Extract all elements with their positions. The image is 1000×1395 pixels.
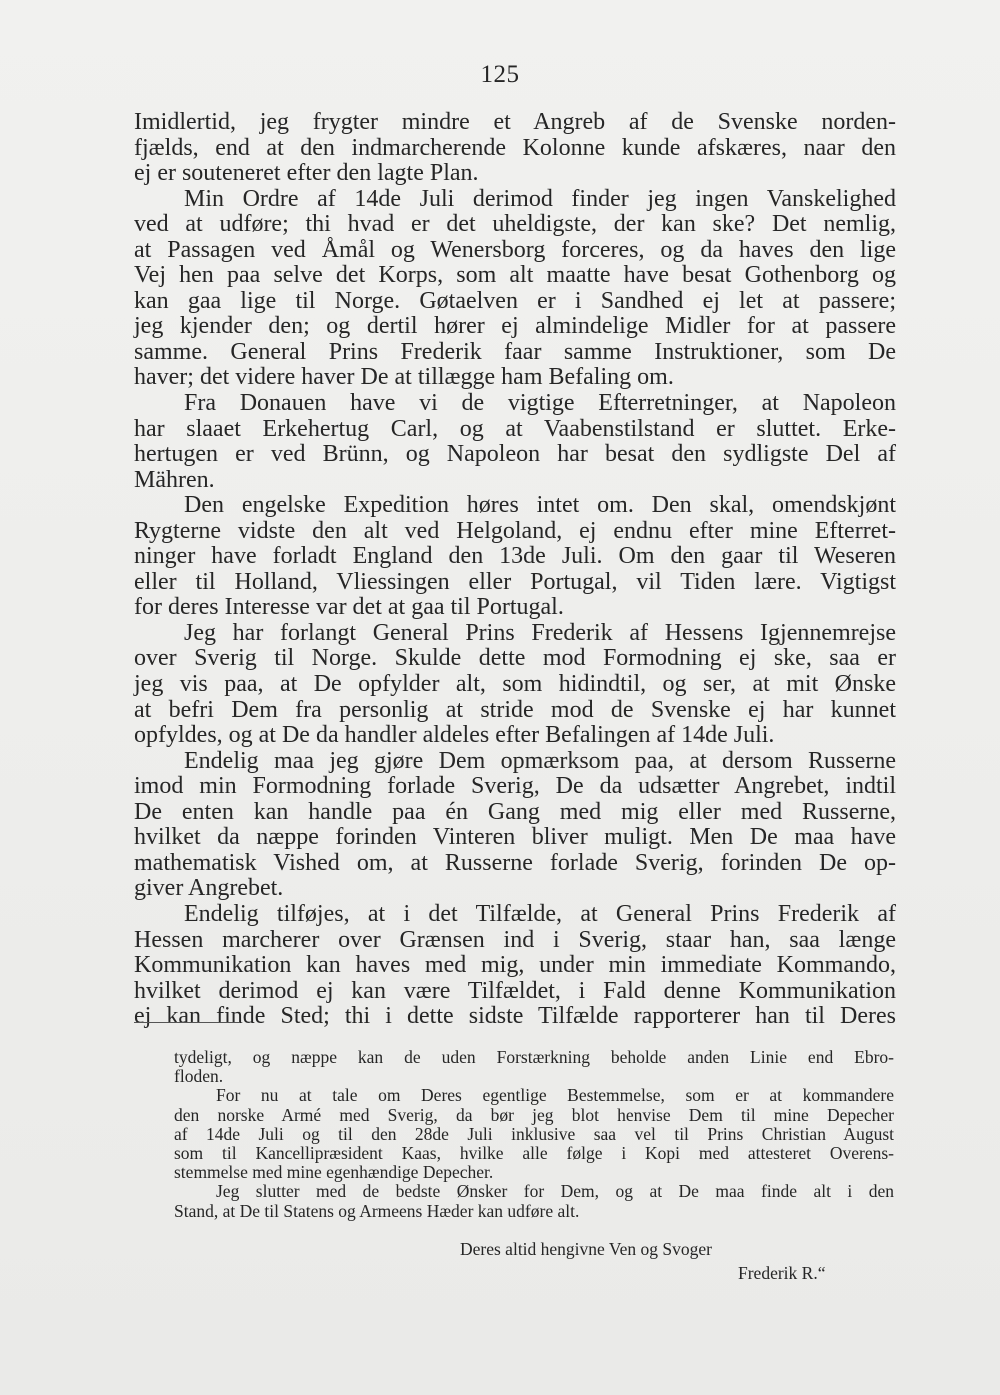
text-line: kan gaa lige til Norge. Gøtaelven er i Sandhed ej let at passere; xyxy=(134,287,896,314)
text-line: over Sverig til Norge. Skulde dette mod Formodning ej ske, saa er xyxy=(134,645,896,672)
text-line: jeg kjender den; og dertil hører ej almindelige Midler for at passere xyxy=(134,313,896,340)
text-line: Hessen marcherer over Grænsen ind i Sverig, staar han, saa længe xyxy=(134,926,896,953)
text-line: ved at udføre; thi hvad er det uheldigste, der kan ske? Det nemlig, xyxy=(134,211,896,238)
footnote-line: stemmelse med mine egenhændige Depecher. xyxy=(174,1162,494,1183)
text-line: for deres Interesse var det at gaa til Portugal. xyxy=(134,594,564,621)
text-line: at Passagen ved Åmål og Wenersborg forceres, og da haves den lige xyxy=(134,236,896,263)
text-line: De enten kan handle paa én Gang med mig eller med Russerne, xyxy=(134,798,896,825)
footnote-block xyxy=(174,1048,894,1221)
footnote-line: For nu at tale om Deres egentlige Bestemmelse, som er at kommandere xyxy=(216,1085,894,1106)
text-line: at befri Dem fra personlig at stride mod de Svenske ej har kunnet xyxy=(134,696,896,723)
page-number: 125 xyxy=(480,61,520,88)
text-line: hvilket da næppe forinden Vinteren bliver muligt. Men De maa have xyxy=(134,824,896,851)
text-line: Min Ordre af 14de Juli derimod finder jeg ingen Vanskelighed xyxy=(184,185,896,212)
footnote-divider xyxy=(134,1022,240,1023)
text-line: imod min Formodning forlade Sverig, De da udsætter Angrebet, indtil xyxy=(134,773,896,800)
text-line: ej kan finde Sted; thi i dette sidste Tilfælde rapporterer han til Deres xyxy=(134,1003,896,1030)
text-line: Kommunikation kan haves med mig, under min immediate Kommando, xyxy=(134,952,896,979)
text-line: fjælds, end at den indmarcherende Kolonne kunde afskæres, naar den xyxy=(134,134,896,161)
footnote-line: som til Kancellipræsident Kaas, hvilke alle følge i Kopi med attesteret Overens- xyxy=(174,1142,894,1163)
closing-salutation: Deres altid hengivne Ven og Svoger xyxy=(460,1239,712,1259)
text-line: Vej hen paa selve det Korps, som alt maatte have besat Gothenborg og xyxy=(134,262,896,289)
main-text-block xyxy=(134,110,896,1030)
text-line: Den engelske Expedition høres intet om. Den skal, omendskjønt xyxy=(184,492,896,519)
text-line: har slaaet Erkehertug Carl, og at Vaabenstilstand er sluttet. Erke- xyxy=(134,415,896,442)
text-line: ninger have forladt England den 13de Juli. Om den gaar til Weseren xyxy=(134,543,896,570)
text-line: ej er souteneret efter den lagte Plan. xyxy=(134,160,479,187)
signature: Frederik R.“ xyxy=(738,1263,826,1283)
text-line: hvilket derimod ej kan være Tilfældet, i Fald denne Kommunikation xyxy=(134,977,896,1004)
text-line: eller til Holland, Vliessingen eller Portugal, vil Tiden lære. Vigtigst xyxy=(134,568,896,595)
text-line: Imidlertid, jeg frygter mindre et Angreb af de Svenske norden- xyxy=(134,109,896,135)
text-line: Endelig maa jeg gjøre Dem opmærksom paa, at dersom Russerne xyxy=(184,747,896,774)
footnote-line: tydeligt, og næppe kan de uden Forstærkning beholde anden Linie end Ebro- xyxy=(174,1047,894,1067)
text-line: giver Angrebet. xyxy=(134,875,284,902)
text-line: samme. General Prins Frederik faar samme Instruktioner, som De xyxy=(134,338,896,365)
text-line: Rygterne vidste den alt ved Helgoland, ej endnu efter mine Efterret- xyxy=(134,517,896,544)
footnote-line: floden. xyxy=(174,1066,224,1087)
footnote-line: den norske Armé med Sverig, da bør jeg blot henvise Dem til mine Depecher xyxy=(174,1104,894,1125)
text-line: jeg vis paa, at De opfylder alt, som hidindtil, og ser, at mit Ønske xyxy=(134,671,896,698)
footnote-line: af 14de Juli og til den 28de Juli inklusive saa vel til Prins Christian August xyxy=(174,1123,894,1144)
text-line: mathematisk Vished om, at Russerne forlade Sverig, forinden De op- xyxy=(134,849,896,876)
text-line: Jeg har forlangt General Prins Frederik af Hessens Igjennemrejse xyxy=(184,619,896,646)
text-line: Mähren. xyxy=(134,466,215,493)
footnote-line: Stand, at De til Statens og Armeens Hæder kan udføre alt. xyxy=(174,1200,580,1221)
text-line: opfyldes, og at De da handler aldeles efter Befalingen af 14de Juli. xyxy=(134,722,775,749)
text-line: hertugen er ved Brünn, og Napoleon har besat den sydligste Del af xyxy=(134,441,896,468)
footnote-line: Jeg slutter med de bedste Ønsker for Dem, og at De maa finde alt i den xyxy=(216,1181,894,1202)
text-line: haver; det videre haver De at tillægge ham Befaling om. xyxy=(134,364,674,391)
text-line: Fra Donauen have vi de vigtige Efterretninger, at Napoleon xyxy=(184,390,896,417)
text-line: Endelig tilføjes, at i det Tilfælde, at General Prins Frederik af xyxy=(184,900,896,927)
